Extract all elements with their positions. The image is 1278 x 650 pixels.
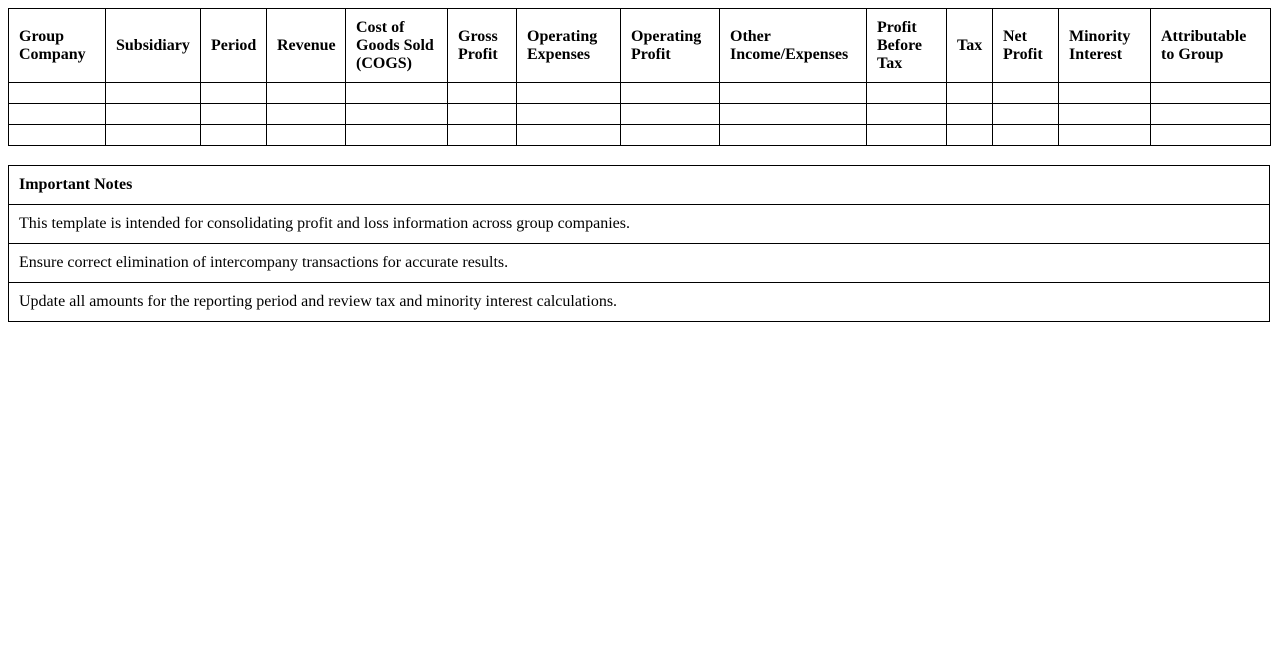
note-row xyxy=(9,283,1270,322)
notes-heading-row xyxy=(9,166,1270,205)
table-cell[interactable] xyxy=(621,125,720,146)
table-cell[interactable] xyxy=(201,125,267,146)
column-header-group-company: Group Company xyxy=(9,9,106,83)
column-header-revenue: Revenue xyxy=(267,9,346,83)
column-header-other-income-expenses: Other Income/Expenses xyxy=(720,9,867,83)
table-cell[interactable] xyxy=(448,104,517,125)
column-header-tax: Tax xyxy=(947,9,993,83)
table-cell[interactable] xyxy=(201,83,267,104)
table-cell[interactable] xyxy=(1059,83,1151,104)
table-body xyxy=(9,83,1271,146)
table-cell[interactable] xyxy=(993,104,1059,125)
column-header-operating-expenses: Operating Expenses xyxy=(517,9,621,83)
table-cell[interactable] xyxy=(720,125,867,146)
table-row xyxy=(9,83,1271,104)
table-cell[interactable] xyxy=(201,104,267,125)
column-header-cogs: Cost of Goods Sold (COGS) xyxy=(346,9,448,83)
table-cell[interactable] xyxy=(720,104,867,125)
table-cell[interactable] xyxy=(106,125,201,146)
table-cell[interactable] xyxy=(9,104,106,125)
table-cell[interactable] xyxy=(517,83,621,104)
table-cell[interactable] xyxy=(267,104,346,125)
table-cell[interactable] xyxy=(1151,104,1271,125)
table-cell[interactable] xyxy=(947,104,993,125)
notes-heading: Important Notes xyxy=(9,166,1270,205)
table-cell[interactable] xyxy=(947,125,993,146)
column-header-period: Period xyxy=(201,9,267,83)
note-item: This template is intended for consolidating profit and loss information across group companies. xyxy=(9,205,1270,244)
table-cell[interactable] xyxy=(621,104,720,125)
table-cell[interactable] xyxy=(448,125,517,146)
table-cell[interactable] xyxy=(346,125,448,146)
table-cell[interactable] xyxy=(621,83,720,104)
table-cell[interactable] xyxy=(1151,125,1271,146)
table-cell[interactable] xyxy=(9,125,106,146)
table-cell[interactable] xyxy=(993,83,1059,104)
column-header-gross-profit: Gross Profit xyxy=(448,9,517,83)
profit-loss-table xyxy=(8,8,1271,146)
column-header-attributable-to-group: Attributable to Group xyxy=(1151,9,1271,83)
table-cell[interactable] xyxy=(867,125,947,146)
note-row xyxy=(9,244,1270,283)
table-cell[interactable] xyxy=(720,83,867,104)
column-header-net-profit: Net Profit xyxy=(993,9,1059,83)
important-notes-table xyxy=(8,165,1270,322)
table-cell[interactable] xyxy=(106,104,201,125)
table-row xyxy=(9,125,1271,146)
column-header-profit-before-tax: Profit Before Tax xyxy=(867,9,947,83)
table-cell[interactable] xyxy=(517,125,621,146)
table-cell[interactable] xyxy=(993,125,1059,146)
column-header-operating-profit: Operating Profit xyxy=(621,9,720,83)
table-cell[interactable] xyxy=(1059,104,1151,125)
table-cell[interactable] xyxy=(267,83,346,104)
table-cell[interactable] xyxy=(947,83,993,104)
table-cell[interactable] xyxy=(267,125,346,146)
note-item: Ensure correct elimination of intercompany transactions for accurate results. xyxy=(9,244,1270,283)
table-cell[interactable] xyxy=(448,83,517,104)
column-header-minority-interest: Minority Interest xyxy=(1059,9,1151,83)
table-cell[interactable] xyxy=(1059,125,1151,146)
column-header-subsidiary: Subsidiary xyxy=(106,9,201,83)
note-item: Update all amounts for the reporting period and review tax and minority interest calculations. xyxy=(9,283,1270,322)
table-row xyxy=(9,104,1271,125)
note-row xyxy=(9,205,1270,244)
table-cell[interactable] xyxy=(867,83,947,104)
table-cell[interactable] xyxy=(9,83,106,104)
table-cell[interactable] xyxy=(517,104,621,125)
table-cell[interactable] xyxy=(346,83,448,104)
table-header-row xyxy=(9,9,1271,83)
table-cell[interactable] xyxy=(106,83,201,104)
table-cell[interactable] xyxy=(1151,83,1271,104)
table-cell[interactable] xyxy=(867,104,947,125)
table-cell[interactable] xyxy=(346,104,448,125)
